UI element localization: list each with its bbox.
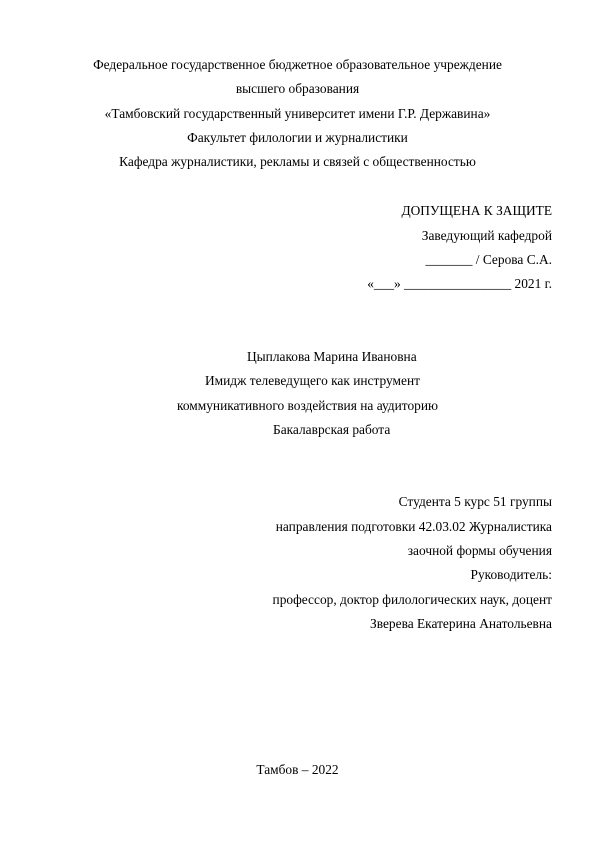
education-level: высшего образования (235, 81, 360, 96)
university-name: «Тамбовский государственный университет имени Г.Р. Державина» (104, 106, 491, 121)
institution-type: Федеральное государственное бюджетное образовательное учреждение (93, 57, 502, 72)
city-year: Тамбов – 2022 (256, 762, 339, 777)
approval-date: «___» ________________ 2021 г. (367, 276, 552, 291)
student-direction: направления подготовки 42.03.02 Журналистика (275, 519, 552, 534)
work-type: Бакалаврская работа (273, 422, 391, 437)
approval-title: ДОПУЩЕНА К ЗАЩИТЕ (401, 203, 552, 218)
study-form: заочной формы обучения (407, 543, 552, 558)
faculty-name: Факультет филологии и журналистики (187, 130, 408, 145)
department-name: Кафедра журналистики, рекламы и связей с общественностью (119, 154, 476, 169)
author-name: Цыплакова Марина Ивановна (247, 349, 417, 364)
student-group: Студента 5 курс 51 группы (398, 494, 552, 509)
supervisor-name: Зверева Екатерина Анатольевна (370, 616, 552, 631)
work-title-line1: Имидж телеведущего как инструмент (205, 373, 420, 388)
approval-head: Заведующий кафедрой (421, 228, 552, 243)
approval-signature: _______ / Серова С.А. (425, 252, 552, 267)
work-title-line2: коммуникативного воздействия на аудиторию (177, 398, 439, 413)
supervisor-label: Руководитель: (470, 567, 552, 582)
supervisor-title: профессор, доктор филологических наук, доцент (272, 592, 552, 607)
